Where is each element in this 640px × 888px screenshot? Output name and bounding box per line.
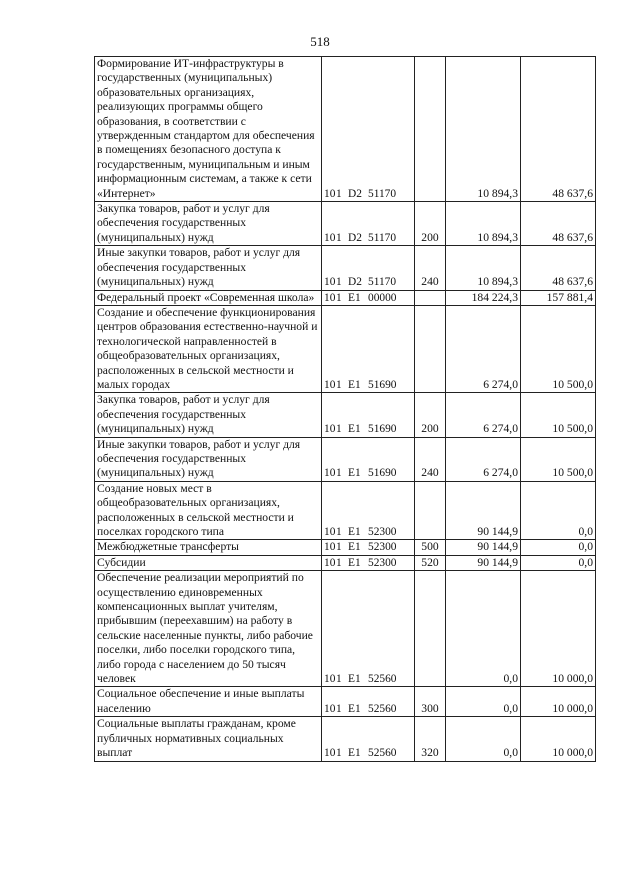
row-amount-1: 184 224,3	[446, 290, 521, 305]
code-program: E1	[348, 467, 361, 480]
code-section: 10	[324, 702, 336, 715]
code-subsection: 1	[336, 423, 342, 436]
code-section: 10	[324, 467, 336, 480]
row-description: Социальное обеспечение и иные выплаты населению	[95, 687, 322, 717]
code-subsection: 1	[336, 231, 342, 244]
row-expense-type	[415, 481, 446, 540]
row-budget-code	[322, 393, 415, 437]
page-number: 518	[310, 34, 330, 49]
code-item: 52560	[368, 747, 397, 760]
code-item: 51690	[368, 423, 397, 436]
code-section: 10	[324, 541, 336, 554]
row-budget-code	[322, 305, 415, 392]
table-row	[95, 57, 596, 202]
row-description: Создание и обеспечение функционирования центров образования естественно-научной и технологической направленностей в общеобразовательных организациях, расположенных в сельской местности и малых городах	[95, 305, 322, 392]
table-row	[95, 393, 596, 437]
code-program: E1	[348, 747, 361, 760]
code-item: 52560	[368, 673, 397, 686]
code-item: 51170	[368, 231, 397, 244]
code-subsection: 1	[336, 556, 342, 569]
row-amount-1: 90 144,9	[446, 555, 521, 570]
row-description: Иные закупки товаров, работ и услуг для обеспечения государственных (муниципальных) нужд	[95, 437, 322, 481]
code-program: E1	[348, 541, 361, 554]
table-row	[95, 202, 596, 246]
code-item: 00000	[368, 291, 397, 304]
code-program: E1	[348, 526, 361, 538]
row-expense-type	[415, 57, 446, 202]
code-section: 10	[324, 378, 336, 391]
table-row	[95, 437, 596, 481]
row-amount-2: 0,0	[521, 481, 596, 540]
code-program: E1	[348, 291, 361, 304]
code-subsection: 1	[336, 291, 342, 304]
code-subsection: 1	[336, 673, 342, 686]
row-amount-2: 48 637,6	[521, 202, 596, 246]
row-amount-1: 0,0	[446, 687, 521, 717]
row-amount-2: 10 500,0	[521, 393, 596, 437]
row-amount-1: 6 274,0	[446, 393, 521, 437]
table-row	[95, 555, 596, 570]
row-amount-1: 0,0	[446, 717, 521, 761]
row-amount-1: 90 144,9	[446, 481, 521, 540]
table-row	[95, 571, 596, 687]
row-amount-1: 10 894,3	[446, 202, 521, 246]
code-program: D2	[348, 187, 362, 200]
row-budget-code	[322, 202, 415, 246]
code-item: 52300	[368, 541, 397, 554]
code-item: 52560	[368, 702, 397, 715]
code-item: 51690	[368, 467, 397, 480]
row-amount-2: 10 500,0	[521, 437, 596, 481]
row-amount-1: 0,0	[446, 571, 521, 687]
table-row	[95, 687, 596, 717]
table-row	[95, 290, 596, 305]
row-description: Иные закупки товаров, работ и услуг для обеспечения государственных (муниципальных) нужд	[95, 246, 322, 290]
code-subsection: 1	[336, 702, 342, 715]
code-program: E1	[348, 702, 361, 715]
row-expense-type: 240	[415, 437, 446, 481]
code-item: 51170	[368, 187, 397, 200]
code-program: E1	[348, 673, 361, 686]
row-amount-1: 10 894,3	[446, 246, 521, 290]
code-section: 10	[324, 526, 336, 538]
row-amount-1: 90 144,9	[446, 540, 521, 555]
code-section: 10	[324, 231, 336, 244]
code-section: 10	[324, 423, 336, 436]
row-description: Закупка товаров, работ и услуг для обеспечения государственных (муниципальных) нужд	[95, 393, 322, 437]
code-section: 10	[324, 747, 336, 760]
code-subsection: 1	[336, 378, 342, 391]
code-subsection: 1	[336, 526, 342, 538]
row-amount-2: 48 637,6	[521, 246, 596, 290]
row-amount-2: 10 000,0	[521, 687, 596, 717]
row-amount-2: 48 637,6	[521, 57, 596, 202]
code-program: E1	[348, 378, 361, 391]
code-item: 51170	[368, 276, 397, 289]
row-expense-type: 300	[415, 687, 446, 717]
row-amount-1: 6 274,0	[446, 437, 521, 481]
row-amount-2: 0,0	[521, 555, 596, 570]
row-expense-type: 500	[415, 540, 446, 555]
code-program: D2	[348, 276, 362, 289]
code-subsection: 1	[336, 541, 342, 554]
code-section: 10	[324, 673, 336, 686]
row-expense-type: 200	[415, 393, 446, 437]
row-expense-type	[415, 571, 446, 687]
row-amount-1: 6 274,0	[446, 305, 521, 392]
row-expense-type: 240	[415, 246, 446, 290]
row-budget-code	[322, 290, 415, 305]
row-budget-code	[322, 57, 415, 202]
row-amount-1: 10 894,3	[446, 57, 521, 202]
table-row	[95, 481, 596, 540]
row-amount-2: 0,0	[521, 540, 596, 555]
row-expense-type	[415, 305, 446, 392]
row-budget-code	[322, 555, 415, 570]
row-budget-code	[322, 246, 415, 290]
row-expense-type	[415, 290, 446, 305]
code-program: E1	[348, 423, 361, 436]
row-description: Закупка товаров, работ и услуг для обеспечения государственных (муниципальных) нужд	[95, 202, 322, 246]
row-budget-code	[322, 687, 415, 717]
table-row	[95, 540, 596, 555]
row-description: Межбюджетные трансферты	[95, 540, 322, 555]
row-budget-code	[322, 540, 415, 555]
row-amount-2: 10 000,0	[521, 571, 596, 687]
code-subsection: 1	[336, 276, 342, 289]
budget-table	[94, 56, 596, 762]
row-budget-code	[322, 437, 415, 481]
row-amount-2: 10 000,0	[521, 717, 596, 761]
code-program: D2	[348, 231, 362, 244]
row-expense-type: 520	[415, 555, 446, 570]
row-budget-code	[322, 571, 415, 687]
table-row	[95, 717, 596, 761]
code-section: 10	[324, 291, 336, 304]
code-section: 10	[324, 187, 336, 200]
code-subsection: 1	[336, 467, 342, 480]
row-amount-2: 10 500,0	[521, 305, 596, 392]
table-row	[95, 305, 596, 392]
table-row	[95, 246, 596, 290]
row-amount-2: 157 881,4	[521, 290, 596, 305]
row-description: Обеспечение реализации мероприятий по осуществлению единовременных компенсационных выплат учителям, прибывшим (переехавшим) на работу в сельские населенные пункты, либо рабочие поселки, либо поселки городского типа, либо города с населением до 50 тысяч человек	[95, 571, 322, 687]
code-section: 10	[324, 276, 336, 289]
row-expense-type: 200	[415, 202, 446, 246]
row-description: Социальные выплаты гражданам, кроме публичных нормативных социальных выплат	[95, 717, 322, 761]
code-subsection: 1	[336, 187, 342, 200]
row-budget-code	[322, 717, 415, 761]
code-section: 10	[324, 556, 336, 569]
code-program: E1	[348, 556, 361, 569]
row-description: Формирование ИТ-инфраструктуры в государственных (муниципальных) образовательных организациях, реализующих программы общего образования, в соответствии с утвержденным стандартом для обеспечения в помещениях безопасного доступа к государственным, муниципальным и иным информационным системам, а также к сети «Интернет»	[95, 57, 322, 202]
row-description: Создание новых мест в общеобразовательных организациях, расположенных в сельской местности и поселках городского типа	[95, 481, 322, 540]
row-description: Субсидии	[95, 555, 322, 570]
row-description: Федеральный проект «Современная школа»	[95, 290, 322, 305]
code-item: 52300	[368, 556, 397, 569]
code-subsection: 1	[336, 747, 342, 760]
code-item: 52300	[368, 526, 397, 538]
table-body	[95, 57, 596, 762]
row-budget-code	[322, 481, 415, 540]
code-item: 51690	[368, 378, 397, 391]
row-expense-type: 320	[415, 717, 446, 761]
